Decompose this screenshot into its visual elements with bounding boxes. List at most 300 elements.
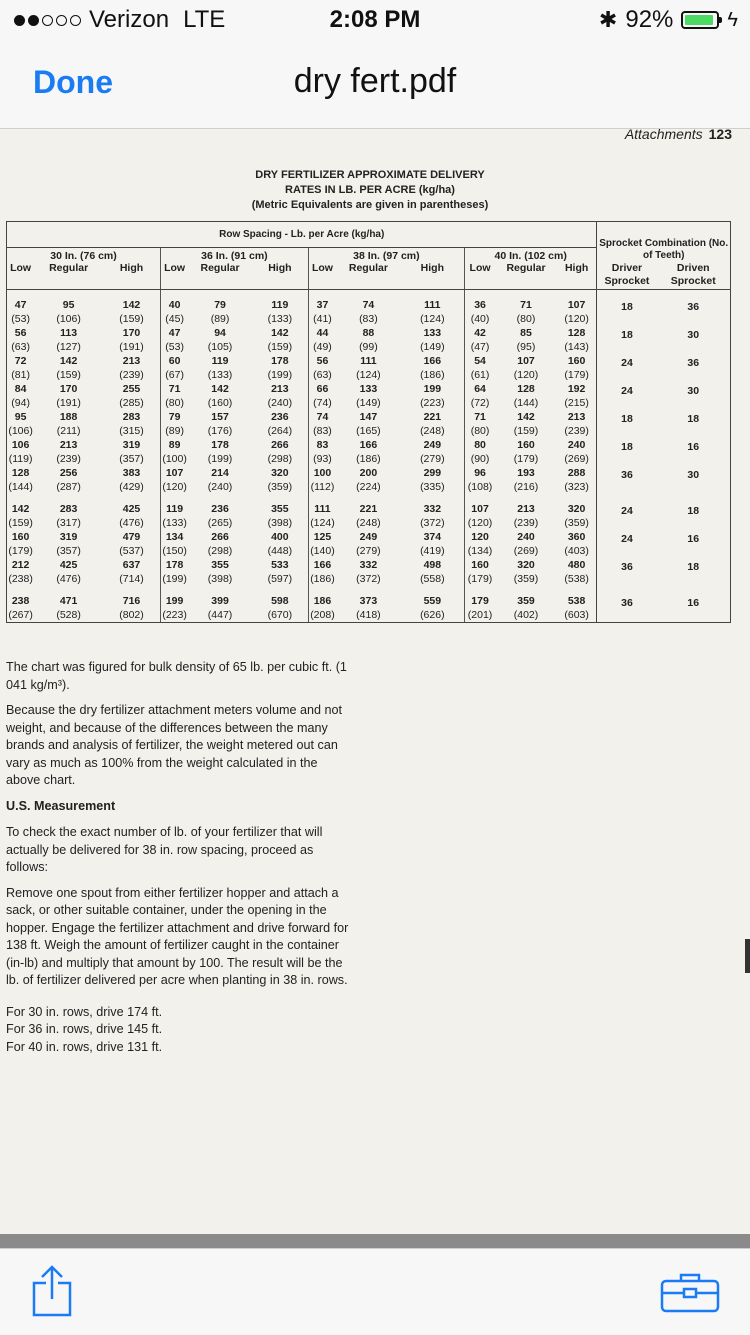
rate-metric-value: (133) <box>162 517 187 529</box>
rate-cell <box>336 502 401 530</box>
rate-metric-value: (120) <box>467 517 493 529</box>
rate-metric-value: (298) <box>267 453 293 465</box>
table-body <box>7 290 731 623</box>
rate-metric-value: (357) <box>119 453 144 465</box>
rate-cell <box>401 354 465 382</box>
rate-cell <box>557 382 597 410</box>
rate-value: 106 <box>11 439 30 451</box>
rate-value: 160 <box>471 559 489 571</box>
rate-value: 128 <box>567 327 586 339</box>
rate-metric-value: (160) <box>207 397 233 409</box>
rate-metric-value: (100) <box>162 453 187 465</box>
drive-line: For 40 in. rows, drive 131 ft. <box>6 1039 163 1054</box>
rate-metric-value: (418) <box>356 609 381 621</box>
rate-value: 240 <box>567 439 586 451</box>
rate-metric-value: (133) <box>267 313 293 325</box>
status-bar <box>0 0 750 40</box>
rate-cell <box>188 594 252 623</box>
rate-cell <box>103 354 161 382</box>
rate-metric-value: (372) <box>420 517 445 529</box>
row-spacer <box>7 494 731 502</box>
rate-cell <box>103 410 161 438</box>
rate-value: 200 <box>359 467 378 479</box>
rate-metric-value: (298) <box>207 545 233 557</box>
rate-value: 160 <box>11 531 30 543</box>
fertilizer-rate-table <box>6 221 731 623</box>
rate-cell <box>464 326 495 354</box>
rate-value: 240 <box>517 531 535 543</box>
rate-value: 128 <box>517 383 535 395</box>
rate-value: 199 <box>165 595 184 607</box>
rate-value: 37 <box>316 299 329 311</box>
rate-metric-value: (124) <box>356 369 381 381</box>
rate-metric-value: (239) <box>513 517 539 529</box>
rate-metric-value: (398) <box>267 517 293 529</box>
rate-cell <box>34 594 103 623</box>
clock: 2:08 PM <box>329 6 421 33</box>
rate-cell <box>7 502 35 530</box>
rate-metric-value: (144) <box>513 397 539 409</box>
rate-metric-value: (223) <box>420 397 445 409</box>
rate-cell <box>401 410 465 438</box>
rate-value: 89 <box>168 439 181 451</box>
rate-value: 142 <box>59 355 78 367</box>
rate-cell <box>161 354 189 382</box>
rate-metric-value: (201) <box>467 609 493 621</box>
rate-metric-value: (239) <box>564 425 589 437</box>
rate-metric-value: (528) <box>56 609 81 621</box>
page-number: 123 <box>708 129 732 142</box>
rate-value: 74 <box>316 411 329 423</box>
rate-value: 256 <box>59 467 78 479</box>
rate-value: 56 <box>14 327 27 339</box>
rate-value: 236 <box>211 503 229 515</box>
rate-value: 213 <box>59 439 78 451</box>
rate-cell <box>7 594 35 623</box>
page-edge-shadow <box>0 1234 750 1248</box>
rate-cell <box>336 558 401 586</box>
rate-value: 178 <box>211 439 229 451</box>
share-icon[interactable] <box>30 1265 74 1317</box>
drive-line: For 30 in. rows, drive 174 ft. <box>6 1004 163 1019</box>
driver-sprocket-cell: 18 <box>597 438 657 466</box>
driven-sprocket-cell: 16 <box>656 438 730 466</box>
rate-metric-value: (40) <box>470 313 490 325</box>
rate-cell <box>464 410 495 438</box>
rate-cell <box>401 438 465 466</box>
rate-value: 83 <box>316 439 329 451</box>
driver-sprocket-cell: 24 <box>597 530 657 558</box>
rate-metric-value: (264) <box>267 425 293 437</box>
rate-value: 193 <box>517 467 535 479</box>
rate-metric-value: (359) <box>513 573 539 585</box>
rate-value: 213 <box>271 383 289 395</box>
rate-metric-value: (447) <box>207 609 233 621</box>
driver-sprocket-cell: 24 <box>597 382 657 410</box>
rate-cell <box>495 326 557 354</box>
column-header-low: Low <box>7 262 35 290</box>
rate-value: 42 <box>474 327 486 339</box>
rate-metric-value: (240) <box>267 397 293 409</box>
driven-sprocket-cell: 30 <box>656 382 730 410</box>
rate-metric-value: (53) <box>165 341 184 353</box>
table-row <box>7 382 731 410</box>
rate-value: 471 <box>59 595 78 607</box>
driver-sprocket-cell: 18 <box>597 298 657 326</box>
rate-cell <box>252 298 308 326</box>
rate-cell <box>308 558 336 586</box>
rate-metric-value: (199) <box>162 573 187 585</box>
rate-value: 107 <box>517 355 535 367</box>
rate-cell <box>464 354 495 382</box>
rate-cell <box>495 530 557 558</box>
rate-value: 299 <box>423 467 442 479</box>
rate-cell <box>161 530 189 558</box>
rate-cell <box>308 594 336 623</box>
rate-cell <box>34 530 103 558</box>
rate-cell <box>336 410 401 438</box>
rate-metric-value: (140) <box>310 545 335 557</box>
rate-value: 283 <box>122 411 141 423</box>
rate-value: 71 <box>168 383 181 395</box>
rate-metric-value: (269) <box>564 453 589 465</box>
rate-cell <box>557 558 597 586</box>
rate-cell <box>308 298 336 326</box>
bluetooth-icon: ✱ <box>598 7 618 32</box>
rate-cell <box>495 594 557 623</box>
bottom-toolbar <box>0 1248 750 1335</box>
group-header-30in: 30 In. (76 cm) <box>7 248 161 262</box>
rate-value: 120 <box>471 531 489 543</box>
rate-cell <box>336 530 401 558</box>
rate-value: 383 <box>122 467 141 479</box>
rate-value: 213 <box>567 411 586 423</box>
toolbox-icon[interactable] <box>660 1271 720 1313</box>
rate-value: 119 <box>271 299 289 311</box>
rate-value: 95 <box>14 411 27 423</box>
rate-value: 119 <box>166 503 184 515</box>
row-spacer <box>7 290 731 299</box>
rate-value: 214 <box>211 467 229 479</box>
rate-cell <box>308 466 336 494</box>
meters-note: Because the dry fertilizer attachment meters volume and not weight, and because of the differences between the many brands and analysis of fertilizer, the weight metered out can vary as much as 100% from the weight calculated in the above chart. <box>6 703 342 787</box>
rate-value: 192 <box>567 383 586 395</box>
rate-cell <box>161 326 189 354</box>
rate-cell <box>336 382 401 410</box>
driver-sprocket-cell: 36 <box>597 594 657 623</box>
rate-value: 79 <box>214 299 226 311</box>
rate-value: 480 <box>567 559 586 571</box>
rate-metric-value: (41) <box>313 313 332 325</box>
rate-value: 36 <box>474 299 486 311</box>
rate-cell <box>7 558 35 586</box>
column-header-high: High <box>401 262 465 290</box>
rate-value: 716 <box>122 595 141 607</box>
pdf-page[interactable] <box>0 129 750 1234</box>
rate-value: 107 <box>567 299 586 311</box>
driver-sprocket-cell: 18 <box>597 326 657 354</box>
driver-sprocket-cell: 36 <box>597 558 657 586</box>
battery-icon <box>681 11 719 29</box>
rate-value: 179 <box>471 595 489 607</box>
table-row <box>7 466 731 494</box>
rate-metric-value: (176) <box>207 425 233 437</box>
rate-metric-value: (99) <box>359 341 378 353</box>
rate-value: 319 <box>122 439 141 451</box>
rate-metric-value: (159) <box>119 313 144 325</box>
rate-cell <box>336 354 401 382</box>
rate-value: 160 <box>567 355 586 367</box>
rate-cell <box>7 438 35 466</box>
rate-metric-value: (47) <box>470 341 490 353</box>
rate-metric-value: (597) <box>267 573 293 585</box>
rate-metric-value: (191) <box>56 397 81 409</box>
rate-cell <box>557 354 597 382</box>
rate-cell <box>401 594 465 623</box>
rate-cell <box>103 530 161 558</box>
rate-metric-value: (317) <box>56 517 81 529</box>
rate-cell <box>188 354 252 382</box>
driven-sprocket-cell: 16 <box>656 530 730 558</box>
rate-metric-value: (143) <box>564 341 589 353</box>
rate-value: 142 <box>271 327 289 339</box>
rate-cell <box>557 594 597 623</box>
table-row <box>7 502 731 530</box>
rate-metric-value: (238) <box>8 573 33 585</box>
rate-cell <box>161 466 189 494</box>
rate-cell <box>557 326 597 354</box>
rate-cell <box>401 530 465 558</box>
column-header-high: High <box>103 262 161 290</box>
rate-value: 283 <box>59 503 78 515</box>
rate-cell <box>161 298 189 326</box>
rate-metric-value: (134) <box>467 545 493 557</box>
rate-metric-value: (372) <box>356 573 381 585</box>
rate-metric-value: (476) <box>56 573 81 585</box>
rate-metric-value: (223) <box>162 609 187 621</box>
rate-value: 538 <box>567 595 586 607</box>
rate-metric-value: (63) <box>11 341 30 353</box>
document-title: dry fert.pdf <box>293 62 457 100</box>
driven-sprocket-cell: 36 <box>656 298 730 326</box>
rate-metric-value: (357) <box>56 545 81 557</box>
rate-metric-value: (802) <box>119 609 144 621</box>
rate-value: 374 <box>423 531 442 543</box>
rate-metric-value: (94) <box>11 397 30 409</box>
rate-metric-value: (239) <box>56 453 81 465</box>
rate-metric-value: (186) <box>356 453 381 465</box>
rate-metric-value: (112) <box>310 481 335 493</box>
rate-value: 133 <box>423 327 442 339</box>
rate-value: 249 <box>359 531 378 543</box>
rate-cell <box>103 466 161 494</box>
rate-metric-value: (45) <box>165 313 184 325</box>
rate-cell <box>401 382 465 410</box>
rate-value: 637 <box>122 559 141 571</box>
driven-sprocket-header: Driven Sprocket <box>656 262 730 290</box>
rate-metric-value: (120) <box>513 369 539 381</box>
rate-metric-value: (476) <box>119 517 144 529</box>
rate-value: 178 <box>271 355 289 367</box>
rate-metric-value: (93) <box>313 453 332 465</box>
rate-metric-value: (53) <box>11 313 30 325</box>
rate-metric-value: (120) <box>564 313 589 325</box>
rate-cell <box>495 502 557 530</box>
rate-cell <box>103 382 161 410</box>
rate-metric-value: (537) <box>119 545 144 557</box>
sub-header-row <box>7 262 731 290</box>
driven-sprocket-cell: 18 <box>656 558 730 586</box>
rate-value: 212 <box>11 559 30 571</box>
rate-value: 72 <box>14 355 27 367</box>
rate-cell <box>401 558 465 586</box>
network-type: LTE <box>183 6 226 33</box>
rate-cell <box>252 382 308 410</box>
rate-cell <box>401 298 465 326</box>
rate-cell <box>34 298 103 326</box>
drive-line: For 36 in. rows, drive 145 ft. <box>6 1022 163 1036</box>
rate-metric-value: (119) <box>8 453 33 465</box>
rate-cell <box>495 298 557 326</box>
rate-value: 178 <box>165 559 184 571</box>
rate-value: 107 <box>471 503 489 515</box>
column-header-high: High <box>557 262 597 290</box>
rate-value: 133 <box>359 383 378 395</box>
rate-metric-value: (211) <box>56 425 81 437</box>
rate-value: 142 <box>122 299 141 311</box>
rate-value: 56 <box>316 355 329 367</box>
rate-metric-value: (74) <box>313 397 332 409</box>
driver-sprocket-cell: 24 <box>597 502 657 530</box>
rate-value: 125 <box>313 531 332 543</box>
scroll-indicator[interactable] <box>745 939 750 973</box>
rate-value: 213 <box>122 355 141 367</box>
rate-metric-value: (279) <box>420 453 445 465</box>
rate-cell <box>308 382 336 410</box>
rate-value: 113 <box>60 327 78 339</box>
rate-cell <box>252 530 308 558</box>
notes-column <box>6 659 351 1056</box>
rate-cell <box>188 558 252 586</box>
rate-metric-value: (269) <box>513 545 539 557</box>
rate-cell <box>161 594 189 623</box>
rate-value: 170 <box>59 383 78 395</box>
rate-cell <box>252 410 308 438</box>
rate-metric-value: (80) <box>516 313 536 325</box>
rate-value: 166 <box>423 355 442 367</box>
rate-cell <box>464 298 495 326</box>
rate-value: 100 <box>313 467 332 479</box>
rate-metric-value: (216) <box>513 481 539 493</box>
rate-value: 199 <box>423 383 442 395</box>
driver-sprocket-cell: 36 <box>597 466 657 494</box>
column-header-regular: Regular <box>188 262 252 290</box>
rate-metric-value: (179) <box>467 573 493 585</box>
rate-metric-value: (186) <box>420 369 445 381</box>
rate-cell <box>188 382 252 410</box>
rate-cell <box>495 410 557 438</box>
rate-cell <box>557 410 597 438</box>
rate-value: 74 <box>362 299 375 311</box>
rate-value: 142 <box>211 383 229 395</box>
rate-value: 332 <box>423 503 442 515</box>
rate-value: 266 <box>211 531 229 543</box>
rate-value: 399 <box>211 595 229 607</box>
rate-cell <box>252 466 308 494</box>
rate-value: 71 <box>520 299 532 311</box>
rate-cell <box>34 502 103 530</box>
driven-sprocket-cell: 36 <box>656 354 730 382</box>
rate-metric-value: (49) <box>313 341 332 353</box>
rate-cell <box>336 298 401 326</box>
rate-cell <box>557 466 597 494</box>
rate-metric-value: (323) <box>564 481 589 493</box>
rate-cell <box>495 438 557 466</box>
rate-metric-value: (191) <box>119 341 144 353</box>
rate-cell <box>464 594 495 623</box>
rate-value: 255 <box>122 383 141 395</box>
rate-cell <box>557 438 597 466</box>
rate-metric-value: (359) <box>267 481 293 493</box>
rate-value: 355 <box>271 503 289 515</box>
rate-value: 54 <box>474 355 486 367</box>
rate-value: 80 <box>474 439 486 451</box>
rate-value: 319 <box>59 531 78 543</box>
rate-value: 71 <box>474 411 486 423</box>
rate-metric-value: (279) <box>356 545 381 557</box>
rate-metric-value: (72) <box>470 397 490 409</box>
rate-cell <box>34 558 103 586</box>
rate-value: 598 <box>271 595 289 607</box>
rate-value: 79 <box>168 411 181 423</box>
rate-value: 157 <box>211 411 229 423</box>
rate-value: 288 <box>567 467 586 479</box>
rate-metric-value: (267) <box>8 609 33 621</box>
rate-value: 166 <box>313 559 332 571</box>
rate-cell <box>103 558 161 586</box>
rate-value: 84 <box>14 383 27 395</box>
rate-value: 360 <box>567 531 586 543</box>
rate-value: 249 <box>423 439 442 451</box>
rate-cell <box>495 382 557 410</box>
rate-cell <box>161 382 189 410</box>
rate-metric-value: (626) <box>420 609 445 621</box>
rate-value: 147 <box>359 411 378 423</box>
rate-value: 134 <box>165 531 184 543</box>
rate-metric-value: (398) <box>207 573 233 585</box>
rate-metric-value: (149) <box>420 341 445 353</box>
battery-percent: 92% <box>625 6 674 33</box>
rate-value: 188 <box>59 411 78 423</box>
rate-metric-value: (159) <box>267 341 293 353</box>
rate-cell <box>308 438 336 466</box>
rate-cell <box>336 594 401 623</box>
rate-metric-value: (81) <box>11 369 30 381</box>
rate-metric-value: (208) <box>310 609 335 621</box>
rate-metric-value: (120) <box>162 481 187 493</box>
rate-cell <box>34 466 103 494</box>
rate-metric-value: (538) <box>564 573 589 585</box>
driver-sprocket-cell: 24 <box>597 354 657 382</box>
rate-cell <box>308 410 336 438</box>
rate-cell <box>7 298 35 326</box>
rate-metric-value: (179) <box>564 369 589 381</box>
rate-value: 128 <box>11 467 30 479</box>
done-button[interactable]: Done <box>33 64 113 100</box>
table-row <box>7 438 731 466</box>
rate-value: 64 <box>474 383 486 395</box>
status-right <box>599 6 738 34</box>
